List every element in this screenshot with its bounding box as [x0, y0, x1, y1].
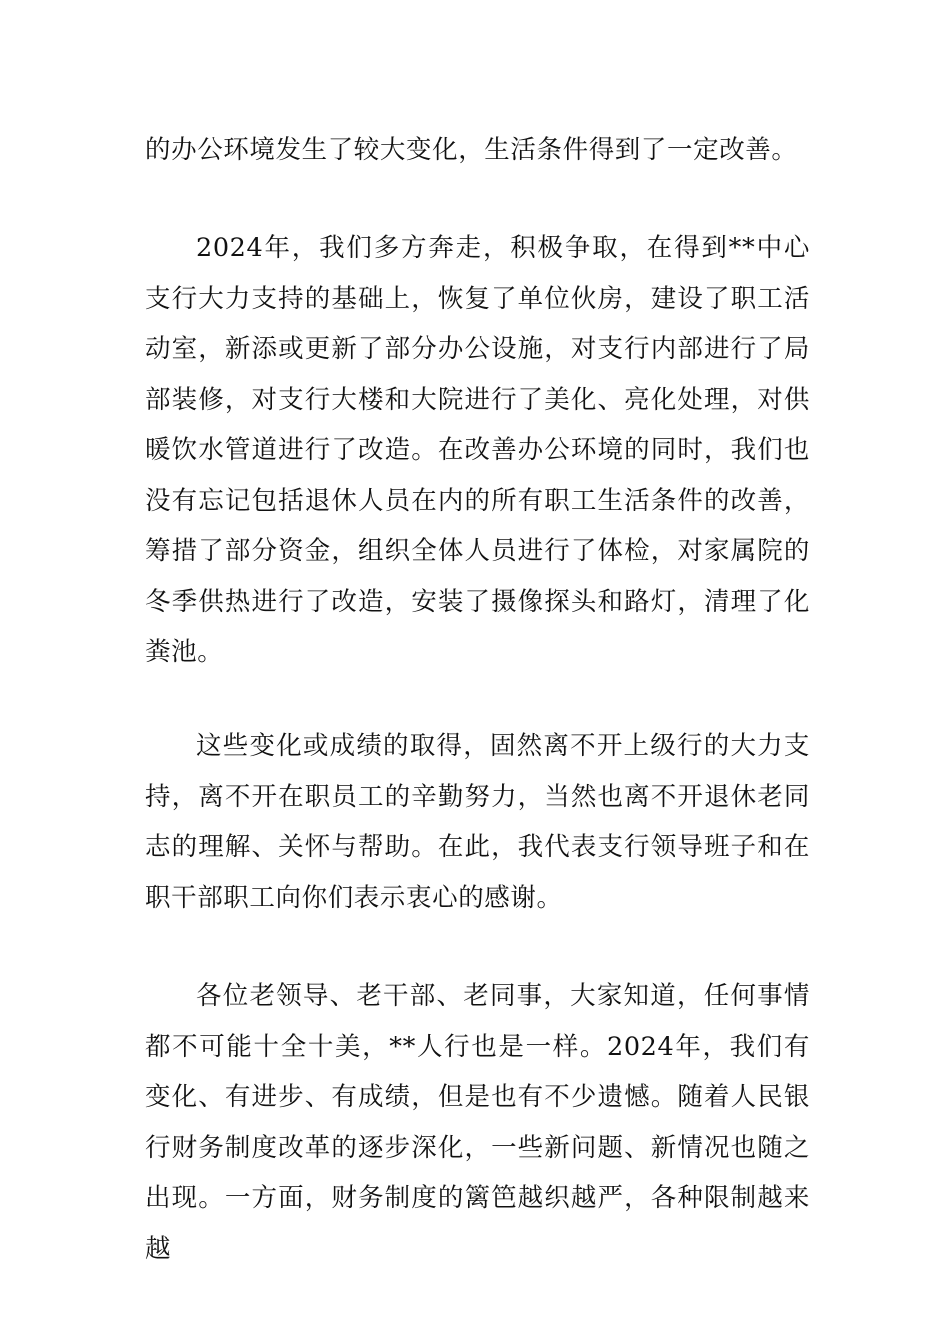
paragraph-improvements: 2024年，我们多方奔走，积极争取，在得到**中心支行大力支持的基础上，恢复了单位伙房，建设了职工活动室，新添或更新了部分办公设施，对支行内部进行了局部装修，对支行大楼和大院进行了美化、亮化处理，对供暖饮水管道进行了改造。在改善办公环境的同时，我们也没有忘记包括退休人员在内的所有职工生活条件的改善，筹措了部分资金，组织全体人员进行了体检，对家属院的冬季供热进行了改造，安装了摄像探头和路灯，清理了化粪池。 — [145, 233, 810, 667]
paragraph-challenges: 各位老领导、老干部、老同事，大家知道，任何事情都不可能十全十美，**人行也是一样。2024年，我们有变化、有进步、有成绩，但是也有不少遗憾。随着人民银行财务制度改革的逐步深化，一些新问题、新情况也随之出现。一方面，财务制度的篱笆越织越严，各种限制越来越 — [145, 981, 810, 1264]
paragraph-continuation: 的办公环境发生了较大变化，生活条件得到了一定改善。 — [145, 135, 798, 165]
paragraph-gratitude: 这些变化或成绩的取得，固然离不开上级行的大力支持，离不开在职员工的辛勤努力，当然也离不开退休老同志的理解、关怀与帮助。在此，我代表支行领导班子和在职干部职工向你们表示衷心的感谢。 — [145, 731, 810, 913]
